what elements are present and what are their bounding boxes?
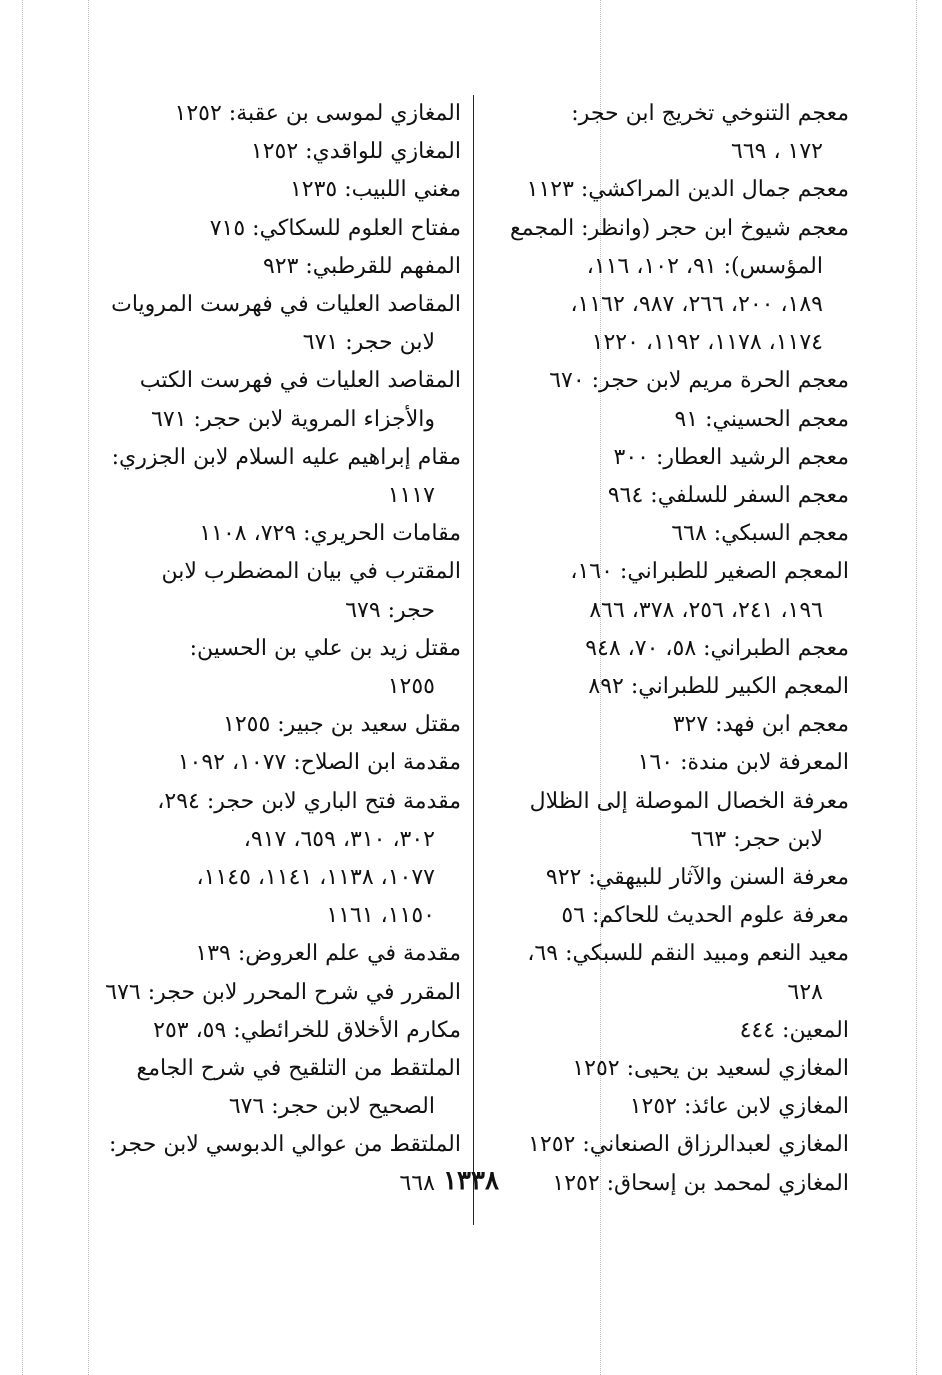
index-entry-continuation: ١٠٧٧، ١١٣٨، ١١٤١، ١١٤٥، — [196, 865, 435, 891]
index-entry — [99, 935, 461, 973]
index-entry-title: مقامات الحريري: ٧٢٩، ١١٠٨ — [199, 521, 461, 547]
column-divider — [473, 95, 474, 1225]
index-entry-continuation: والأجزاء المروية لابن حجر: ٦٧١ — [151, 406, 435, 432]
index-entry — [491, 171, 849, 209]
index-entry — [491, 553, 849, 629]
index-entry — [491, 668, 849, 706]
index-entry — [99, 553, 461, 629]
index-entry-title: المغازي لسعيد بن يحيى: ١٢٥٢ — [572, 1056, 849, 1082]
index-entry-title: معجم السبكي: ٦٦٨ — [671, 521, 849, 547]
index-entry-title: المعجم الكبير للطبراني: ٨٩٢ — [588, 674, 849, 700]
index-entry-title: مقدمة ابن الصلاح: ١٠٧٧، ١٠٩٢ — [177, 750, 461, 776]
index-entry — [99, 171, 461, 209]
index-entry-continuation: لابن حجر: ٦٧١ — [302, 330, 435, 356]
index-entry-title: معجم الحرة مريم لابن حجر: ٦٧٠ — [549, 368, 849, 394]
index-entry-title: المعجم الصغير للطبراني: ١٦٠، — [570, 559, 849, 585]
index-entry-title: معجم الحسيني: ٩١ — [674, 406, 849, 432]
index-entry-title: المعرفة لابن مندة: ١٦٠ — [637, 750, 849, 776]
index-entry — [491, 515, 849, 553]
index-entry — [491, 1012, 849, 1050]
index-entry-title: معجم التنوخي تخريج ابن حجر: — [571, 101, 849, 126]
index-entry — [491, 477, 849, 515]
index-entry-title: مقتل زيد بن علي بن الحسين: — [189, 635, 461, 661]
index-column-left — [99, 95, 461, 1203]
index-entry-title: معرفة السنن والآثار للبيهقي: ٩٢٢ — [545, 865, 849, 891]
index-entry — [99, 95, 461, 133]
index-entry — [99, 439, 461, 515]
index-entry-continuation: ١١٥٠، ١١٦١ — [326, 903, 435, 929]
index-entry-title: المغازي لعبدالرزاق الصنعاني: ١٢٥٢ — [528, 1132, 849, 1158]
index-entry — [491, 630, 849, 668]
index-entry-continuation: ١١٧٤، ١١٧٨، ١١٩٢، ١٢٢٠ — [591, 330, 823, 356]
index-entry-title: معرفة الخصال الموصلة إلى الظلال — [529, 788, 849, 814]
index-column-right — [491, 95, 849, 1203]
index-entry-title: معجم الرشيد العطار: ٣٠٠ — [613, 444, 849, 470]
index-entry-title: المفهم للقرطبي: ٩٢٣ — [262, 253, 461, 279]
index-entry — [491, 1088, 849, 1126]
index-entry-title: مقام إبراهيم عليه السلام لابن الجزري: — [111, 444, 461, 470]
index-entry-title: الملتقط من عوالي الدبوسي لابن حجر: — [109, 1132, 461, 1158]
index-entry-continuation: المؤسس): ٩١، ١٠٢، ١١٦، — [586, 253, 823, 279]
index-entry — [99, 630, 461, 706]
index-entry-title: معجم ابن فهد: ٣٢٧ — [672, 712, 849, 738]
index-entry-continuation: لابن حجر: ٦٦٣ — [690, 826, 823, 852]
index-entry-title: الملتقط من التلقيح في شرح الجامع — [136, 1056, 461, 1082]
index-entry-title: معجم الطبراني: ٥٨، ٧٠، ٩٤٨ — [585, 635, 849, 661]
index-entry-title: المغازي لموسى بن عقبة: ١٢٥٢ — [174, 101, 461, 126]
index-entry — [491, 935, 849, 1011]
index-entry-title: مقتل سعيد بن جبير: ١٢٥٥ — [223, 712, 461, 738]
index-entry — [99, 783, 461, 936]
index-entry-continuation: ١٩٦، ٢٤١، ٢٥٦، ٣٧٨، ٨٦٦ — [589, 597, 823, 623]
index-entry-title: المغازي لمحمد بن إسحاق: ١٢٥٢ — [552, 1170, 849, 1196]
index-entry-title: المقاصد العليات في فهرست الكتب — [139, 368, 461, 394]
index-entry — [491, 95, 849, 171]
index-entry-continuation: حجر: ٦٧٩ — [345, 597, 435, 623]
index-entry-title: مغني اللبيب: ١٢٣٥ — [289, 177, 461, 203]
index-entry-title: المغازي للواقدي: ١٢٥٢ — [250, 139, 461, 165]
index-entry-title: مقدمة فتح الباري لابن حجر: ٢٩٤، — [157, 788, 461, 814]
index-entry-continuation: ١١١٧ — [387, 483, 435, 509]
index-entry-continuation: الصحيح لابن حجر: ٦٧٦ — [228, 1094, 435, 1120]
index-entry — [491, 744, 849, 782]
index-entry — [491, 1126, 849, 1164]
index-entry — [99, 744, 461, 782]
index-entry — [99, 1050, 461, 1126]
index-entry-title: معيد النعم ومبيد النقم للسبكي: ٦٩، — [527, 941, 849, 967]
index-page — [95, 95, 855, 1295]
index-entry — [99, 974, 461, 1012]
index-entry-continuation: ١٧٢ ، ٦٦٩ — [731, 139, 823, 165]
index-entry — [491, 706, 849, 744]
index-entry-title: مكارم الأخلاق للخرائطي: ٥٩، ٢٥٣ — [153, 1017, 461, 1043]
index-entry-title: المقترب في بيان المضطرب لابن — [161, 559, 461, 585]
index-entry-title: مقدمة في علم العروض: ١٣٩ — [195, 941, 461, 967]
index-entry — [491, 439, 849, 477]
index-entry-title: مفتاح العلوم للسكاكي: ٧١٥ — [209, 215, 461, 241]
index-entry-title: المعين: ٤٤٤ — [739, 1017, 849, 1043]
index-entry — [491, 1050, 849, 1088]
index-entry-title: معجم شيوخ ابن حجر (وانظر: المجمع — [510, 215, 849, 241]
index-entry — [99, 706, 461, 744]
index-entry-title: المغازي لابن عائذ: ١٢٥٢ — [629, 1094, 849, 1120]
index-entry — [99, 210, 461, 248]
index-entry-continuation: ٣٠٢، ٣١٠، ٦٥٩، ٩١٧، — [243, 826, 435, 852]
index-entry-continuation: ١٨٩، ٢٠٠، ٢٦٦، ٩٨٧، ١١٦٢، — [570, 292, 823, 318]
index-entry — [99, 515, 461, 553]
index-entry — [99, 1012, 461, 1050]
index-entry-continuation: ٦٢٨ — [787, 979, 823, 1005]
index-entry — [491, 897, 849, 935]
index-entry — [99, 362, 461, 438]
index-entry-continuation: ٦٦٨ — [399, 1170, 435, 1196]
index-entry-title: المقرر في شرح المحرر لابن حجر: ٦٧٦ — [105, 979, 461, 1005]
index-entry — [99, 248, 461, 286]
index-entry-title: معجم السفر للسلفي: ٩٦٤ — [607, 483, 849, 509]
index-entry — [491, 859, 849, 897]
index-entry — [491, 401, 849, 439]
index-entry-title: معرفة علوم الحديث للحاكم: ٥٦ — [561, 903, 849, 929]
index-entry-continuation: ١٢٥٥ — [387, 674, 435, 700]
index-entry — [99, 133, 461, 171]
index-entry — [99, 286, 461, 362]
index-entry-title: المقاصد العليات في فهرست المرويات — [111, 292, 461, 318]
index-entry — [491, 210, 849, 363]
page-number: ١٣٣٨ — [443, 1166, 499, 1196]
index-entry — [491, 783, 849, 859]
index-entry — [491, 362, 849, 400]
index-entry-title: معجم جمال الدين المراكشي: ١١٢٣ — [526, 177, 849, 203]
